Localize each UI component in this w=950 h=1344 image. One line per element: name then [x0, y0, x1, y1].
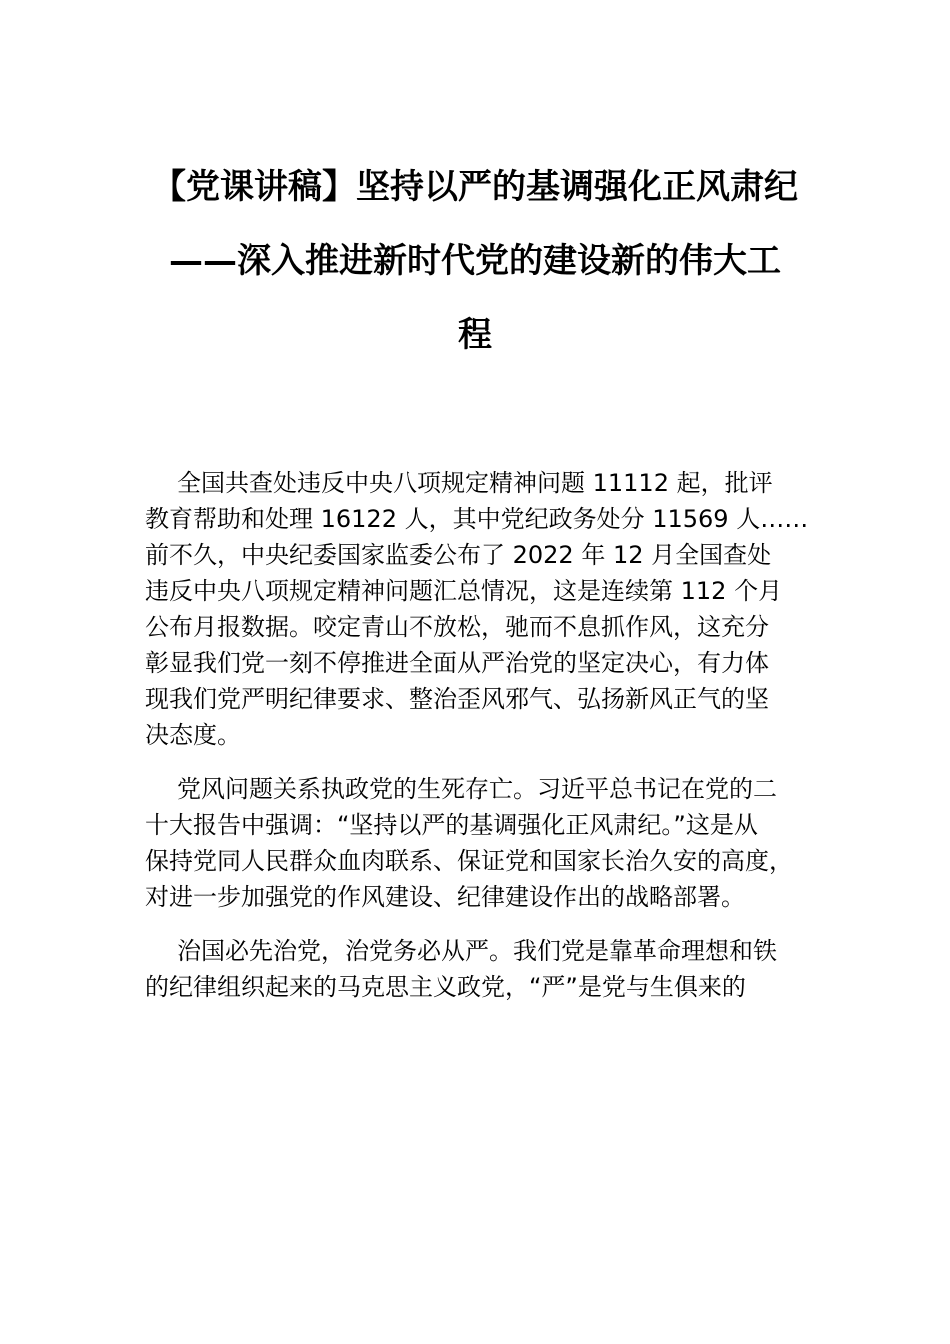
paragraph-1-line-2: 教育帮助和处理 16122 人，其中党纪政务处分 11569 人……: [145, 505, 809, 533]
document-body: [145, 465, 825, 1023]
title-line-1: 【党课讲稿】坚持以严的基调强化正风肃纪: [152, 167, 798, 207]
paragraph-1-line-5: 公布月报数据。咬定青山不放松，驰而不息抓作风，这充分: [145, 613, 769, 641]
paragraph-1-line-4: 违反中央八项规定精神问题汇总情况，这是连续第 112 个月: [145, 577, 783, 605]
paragraph-1-line-6: 彰显我们党一刻不停推进全面从严治党的坚定决心，有力体: [145, 649, 769, 677]
title-line-3: 程: [458, 315, 492, 355]
paragraph-2-line-3: 保持党同人民群众血肉联系、保证党和国家长治久安的高度，: [145, 847, 793, 875]
title-line-2: ——深入推进新时代党的建设新的伟大工: [169, 241, 781, 281]
paragraph-1-line-7: 现我们党严明纪律要求、整治歪风邪气、弘扬新风正气的坚: [145, 685, 769, 713]
paragraph-1-line-3: 前不久，中央纪委国家监委公布了 2022 年 12 月全国查处: [145, 541, 772, 569]
paragraph-3-line-1: 治国必先治党，治党务必从严。我们党是靠革命理想和铁: [177, 937, 777, 965]
paragraph-1: [145, 465, 825, 753]
paragraph-3: [145, 933, 825, 1005]
paragraph-2: [145, 771, 825, 915]
document-title: [130, 150, 820, 372]
paragraph-1-line-8: 决态度。: [145, 721, 241, 749]
paragraph-2-line-1: 党风问题关系执政党的生死存亡。习近平总书记在党的二: [177, 775, 777, 803]
paragraph-3-line-2: 的纪律组织起来的马克思主义政党，“严”是党与生俱来的: [145, 973, 746, 1001]
paragraph-2-line-4: 对进一步加强党的作风建设、纪律建设作出的战略部署。: [145, 883, 745, 911]
paragraph-1-line-1: 全国共查处违反中央八项规定精神问题 11112 起，批评: [177, 469, 773, 497]
paragraph-2-line-2: 十大报告中强调：“坚持以严的基调强化正风肃纪。”这是从: [145, 811, 758, 839]
